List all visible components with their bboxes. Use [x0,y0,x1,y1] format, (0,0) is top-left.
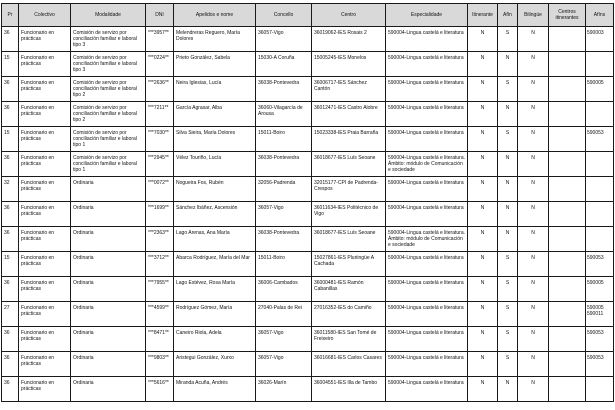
cell-pr: 36 [2,202,19,227]
cell-afins: 590003 [586,27,614,52]
cell-itinerante: N [468,77,498,102]
cell-centro: 36011634-IES Politécnico de Vigo [312,202,386,227]
cell-concello: 36026-Marín [256,377,312,402]
cell-apelidos-e-nome: Silva Sieira, María Dolores [174,127,256,152]
cell-colectivo: Funcionario en prácticas [19,327,71,352]
cell-centros-itinerantes [549,77,586,102]
cell-afin: S [498,127,518,152]
table-row [2,27,614,52]
cell-afins [586,377,614,402]
cell-afins: 590005 590011 [586,302,614,327]
column-header-dni: DNI [146,4,174,27]
cell-pr: 15 [2,127,19,152]
cell-dni: ***7955** [146,277,174,302]
table-row [2,127,614,152]
table-row [2,302,614,327]
cell-afin: S [498,327,518,352]
cell-afins [586,227,614,252]
cell-centro: 15005245-IES Monelos [312,52,386,77]
cell-bilingue: N [518,227,549,252]
cell-centros-itinerantes [549,177,586,202]
cell-concello: 15030-A Coruña [256,52,312,77]
cell-concello: 36038-Pontevedra [256,77,312,102]
table-row [2,227,614,252]
column-header-modalidade: Modalidade [71,4,146,27]
cell-centro: 36016681-IES Carlos Casares [312,352,386,377]
cell-centros-itinerantes [549,302,586,327]
cell-especialidade: 590004-Lingua castelá e literatura [386,77,468,102]
cell-concello: 36057-Vigo [256,202,312,227]
cell-especialidade: 590004-Lingua castelá e literatura [386,127,468,152]
cell-afins: 590053 [586,352,614,377]
header-row [2,4,614,27]
cell-modalidade: Comisión de servizo por conciliación familiar e laboral tipo 2 [71,77,146,102]
cell-apelidos-e-nome: Nogueira Fos, Rubén [174,177,256,202]
cell-pr: 36 [2,102,19,127]
table-row [2,202,614,227]
cell-dni: ***5616** [146,377,174,402]
cell-especialidade: 590004-Lingua castelá e literatura [386,52,468,77]
cell-especialidade: 590004-Lingua castelá e literatura [386,102,468,127]
cell-especialidade: 590004-Lingua castelá e literatura [386,327,468,352]
assignments-sheet [1,3,613,407]
cell-centro: 36018677-IES Luís Seoane [312,152,386,177]
cell-concello: 36038-Pontevedra [256,227,312,252]
cell-concello: 36057-Vigo [256,352,312,377]
cell-itinerante: N [468,227,498,252]
cell-modalidade: Comisión de servizo por conciliación familiar e laboral tipo 1 [71,152,146,177]
table-row [2,177,614,202]
cell-especialidade: 590004-Lingua castelá e literatura. Ámbito: módulo de Comunicación e sociedade [386,152,468,177]
cell-bilingue: N [518,27,549,52]
cell-centros-itinerantes [549,327,586,352]
cell-afin: N [498,152,518,177]
column-header-afins: Afíns [586,4,614,27]
cell-centros-itinerantes [549,102,586,127]
cell-colectivo: Funcionario en prácticas [19,227,71,252]
cell-apelidos-e-nome: Caneiro Riola, Adela [174,327,256,352]
cell-pr: 36 [2,227,19,252]
cell-afins [586,102,614,127]
column-header-especialidade: Especialidade [386,4,468,27]
cell-apelidos-e-nome: Sánchez Ibáñez, Ascensión [174,202,256,227]
cell-especialidade: 590004-Lingua castelá e literatura [386,252,468,277]
cell-centros-itinerantes [549,352,586,377]
cell-dni: ***4599** [146,302,174,327]
cell-afin: S [498,277,518,302]
cell-dni: ***2363** [146,227,174,252]
cell-concello: 36038-Pontevedra [256,152,312,177]
cell-modalidade: Ordinaria [71,327,146,352]
table-row [2,277,614,302]
cell-especialidade: 590004-Lingua castelá e literatura [386,302,468,327]
cell-afin: S [498,302,518,327]
column-header-bilingue: Bilingüe [518,4,549,27]
cell-concello: 36060-Vilagarcía de Arousa [256,102,312,127]
cell-colectivo: Funcionario en prácticas [19,177,71,202]
cell-bilingue: N [518,77,549,102]
cell-afin: S [498,252,518,277]
cell-dni: ***3712** [146,252,174,277]
cell-modalidade: Comisión de servizo por conciliación familiar e laboral tipo 1 [71,127,146,152]
cell-apelidos-e-nome: Miranda Acuña, Andrés [174,377,256,402]
cell-itinerante: N [468,277,498,302]
cell-centro: 36000481-IES Ramón Cabanillas [312,277,386,302]
cell-afin: S [498,352,518,377]
cell-bilingue: N [518,352,549,377]
cell-dni: ***8471** [146,327,174,352]
cell-concello: 36057-Vigo [256,327,312,352]
column-header-itinerante: Itinerante [468,4,498,27]
table-body [2,27,614,402]
cell-modalidade: Ordinaria [71,177,146,202]
table-row [2,377,614,402]
cell-modalidade: Ordinaria [71,252,146,277]
cell-apelidos-e-nome: Aristegui González, Xurxo [174,352,256,377]
cell-concello: 36006-Cambados [256,277,312,302]
cell-especialidade: 590004-Lingua castelá e literatura [386,177,468,202]
cell-especialidade: 590004-Lingua castelá e literatura [386,27,468,52]
cell-dni: ***9803** [146,352,174,377]
cell-pr: 27 [2,302,19,327]
cell-especialidade: 590004-Lingua castelá e literatura [386,377,468,402]
cell-bilingue: N [518,202,549,227]
cell-itinerante: N [468,52,498,77]
cell-bilingue: N [518,127,549,152]
cell-bilingue: N [518,252,549,277]
cell-afin: N [498,377,518,402]
cell-centros-itinerantes [549,127,586,152]
cell-concello: 36057-Vigo [256,27,312,52]
cell-pr: 36 [2,27,19,52]
table-row [2,327,614,352]
cell-centros-itinerantes [549,152,586,177]
table-row [2,77,614,102]
cell-pr: 36 [2,327,19,352]
cell-afins [586,177,614,202]
column-header-apelidos-e-nome: Apelidos e nome [174,4,256,27]
table-row [2,102,614,127]
cell-colectivo: Funcionario en prácticas [19,252,71,277]
cell-pr: 36 [2,77,19,102]
cell-pr: 36 [2,277,19,302]
cell-apelidos-e-nome: Abarca Rodríguez, María del Mar [174,252,256,277]
cell-centros-itinerantes [549,377,586,402]
cell-apelidos-e-nome: Vélez Touriño, Lucía [174,152,256,177]
cell-colectivo: Funcionario en prácticas [19,152,71,177]
cell-afin: N [498,102,518,127]
table-row [2,352,614,377]
cell-especialidade: 590004-Lingua castelá e literatura [386,202,468,227]
cell-centros-itinerantes [549,252,586,277]
cell-colectivo: Funcionario en prácticas [19,77,71,102]
cell-afin: N [498,177,518,202]
cell-centro: 15023338-IES Praia Barraña [312,127,386,152]
cell-apelidos-e-nome: Lago Arenas, Ana María [174,227,256,252]
cell-colectivo: Funcionario en prácticas [19,352,71,377]
cell-pr: 15 [2,252,19,277]
cell-modalidade: Ordinaria [71,227,146,252]
cell-centro: 36019062-IES Rosais 2 [312,27,386,52]
cell-centros-itinerantes [549,52,586,77]
cell-itinerante: N [468,302,498,327]
cell-modalidade: Comisión de servizo por conciliación familiar e laboral tipo 3 [71,27,146,52]
column-header-afin: Afín [498,4,518,27]
cell-apelidos-e-nome: Prieto González, Sabela [174,52,256,77]
cell-colectivo: Funcionario en prácticas [19,277,71,302]
cell-bilingue: N [518,177,549,202]
cell-centro: 27016352-IES do Camiño [312,302,386,327]
cell-itinerante: N [468,377,498,402]
cell-itinerante: N [468,27,498,52]
cell-afin: N [498,52,518,77]
cell-bilingue: N [518,152,549,177]
column-header-colectivo: Colectivo [19,4,71,27]
cell-afins [586,152,614,177]
table-row [2,152,614,177]
cell-modalidade: Comisión de servizo por conciliación familiar e laboral tipo 3 [71,52,146,77]
cell-concello: 15011-Boiro [256,252,312,277]
cell-bilingue: N [518,377,549,402]
cell-afin: N [498,202,518,227]
cell-centro: 36012471-IES Castro Alobre [312,102,386,127]
cell-dni: ***0224** [146,52,174,77]
cell-dni: ***0072** [146,177,174,202]
cell-itinerante: N [468,152,498,177]
table-row [2,252,614,277]
cell-colectivo: Funcionario en prácticas [19,52,71,77]
cell-centro: 32015177-CPI de Padrenda-Crespos [312,177,386,202]
cell-pr: 32 [2,177,19,202]
cell-centro: 36006717-IES Sánchez Cantón [312,77,386,102]
cell-modalidade: Ordinaria [71,302,146,327]
cell-itinerante: N [468,202,498,227]
cell-centro: 36004551-IES Illa de Tambo [312,377,386,402]
column-header-centro: Centro [312,4,386,27]
cell-bilingue: N [518,102,549,127]
cell-dni: ***3957** [146,27,174,52]
cell-pr: 36 [2,377,19,402]
cell-concello: 27040-Palas de Rei [256,302,312,327]
cell-apelidos-e-nome: Neira Iglesias, Lucía [174,77,256,102]
cell-colectivo: Funcionario en prácticas [19,302,71,327]
cell-concello: 32056-Padrenda [256,177,312,202]
cell-concello: 15011-Boiro [256,127,312,152]
cell-afin: S [498,27,518,52]
cell-apelidos-e-nome: Rodríguez Gómez, María [174,302,256,327]
cell-colectivo: Funcionario en prácticas [19,127,71,152]
cell-itinerante: N [468,102,498,127]
cell-colectivo: Funcionario en prácticas [19,202,71,227]
cell-modalidade: Ordinaria [71,202,146,227]
cell-afins: 590053 [586,327,614,352]
cell-pr: 15 [2,52,19,77]
column-header-concello: Concello [256,4,312,27]
cell-centro: 36018677-IES Luís Seoane [312,227,386,252]
cell-dni: ***7211** [146,102,174,127]
assignments-table [1,3,614,402]
cell-especialidade: 590004-Lingua castelá e literatura [386,352,468,377]
cell-centro: 15027861-IES Pluriingüe A Cachada [312,252,386,277]
cell-colectivo: Funcionario en prácticas [19,27,71,52]
cell-afins [586,202,614,227]
cell-dni: ***1699** [146,202,174,227]
cell-apelidos-e-nome: Lago Estévez, Rosa María [174,277,256,302]
cell-bilingue: N [518,277,549,302]
cell-itinerante: N [468,127,498,152]
cell-especialidade: 590004-Lingua castelá e literatura. Ámbito: módulo de Comunicación e sociedade [386,227,468,252]
cell-pr: 36 [2,152,19,177]
cell-itinerante: N [468,327,498,352]
cell-colectivo: Funcionario en prácticas [19,377,71,402]
cell-afins: 590005 [586,277,614,302]
cell-pr: 36 [2,352,19,377]
cell-modalidade: Comisión de servizo por conciliación familiar e laboral tipo 2 [71,102,146,127]
cell-afins: 590053 [586,252,614,277]
cell-afins: 590005 [586,77,614,102]
cell-apelidos-e-nome: Melendreras Reguero, María Dolores [174,27,256,52]
column-header-centros-itinerantes: Centros itinerantes [549,4,586,27]
cell-especialidade: 590004-Lingua castelá e literatura [386,277,468,302]
cell-dni: ***2636** [146,77,174,102]
cell-centros-itinerantes [549,277,586,302]
cell-modalidade: Ordinaria [71,377,146,402]
cell-afins: 590053 [586,127,614,152]
cell-centros-itinerantes [549,227,586,252]
cell-bilingue: N [518,302,549,327]
cell-bilingue: N [518,52,549,77]
cell-itinerante: N [468,352,498,377]
cell-apelidos-e-nome: García Agrasar, Alba [174,102,256,127]
cell-itinerante: N [468,252,498,277]
cell-centros-itinerantes [549,202,586,227]
cell-colectivo: Funcionario en prácticas [19,102,71,127]
cell-dni: ***2945** [146,152,174,177]
cell-modalidade: Ordinaria [71,277,146,302]
cell-afin: N [498,227,518,252]
cell-bilingue: N [518,327,549,352]
cell-dni: ***7030** [146,127,174,152]
cell-afins [586,52,614,77]
cell-afin: S [498,77,518,102]
cell-modalidade: Ordinaria [71,352,146,377]
column-header-pr: Pr [2,4,19,27]
cell-centro: 36011580-IES San Tomé de Freixeiro [312,327,386,352]
cell-itinerante: N [468,177,498,202]
cell-centros-itinerantes [549,27,586,52]
table-row [2,52,614,77]
